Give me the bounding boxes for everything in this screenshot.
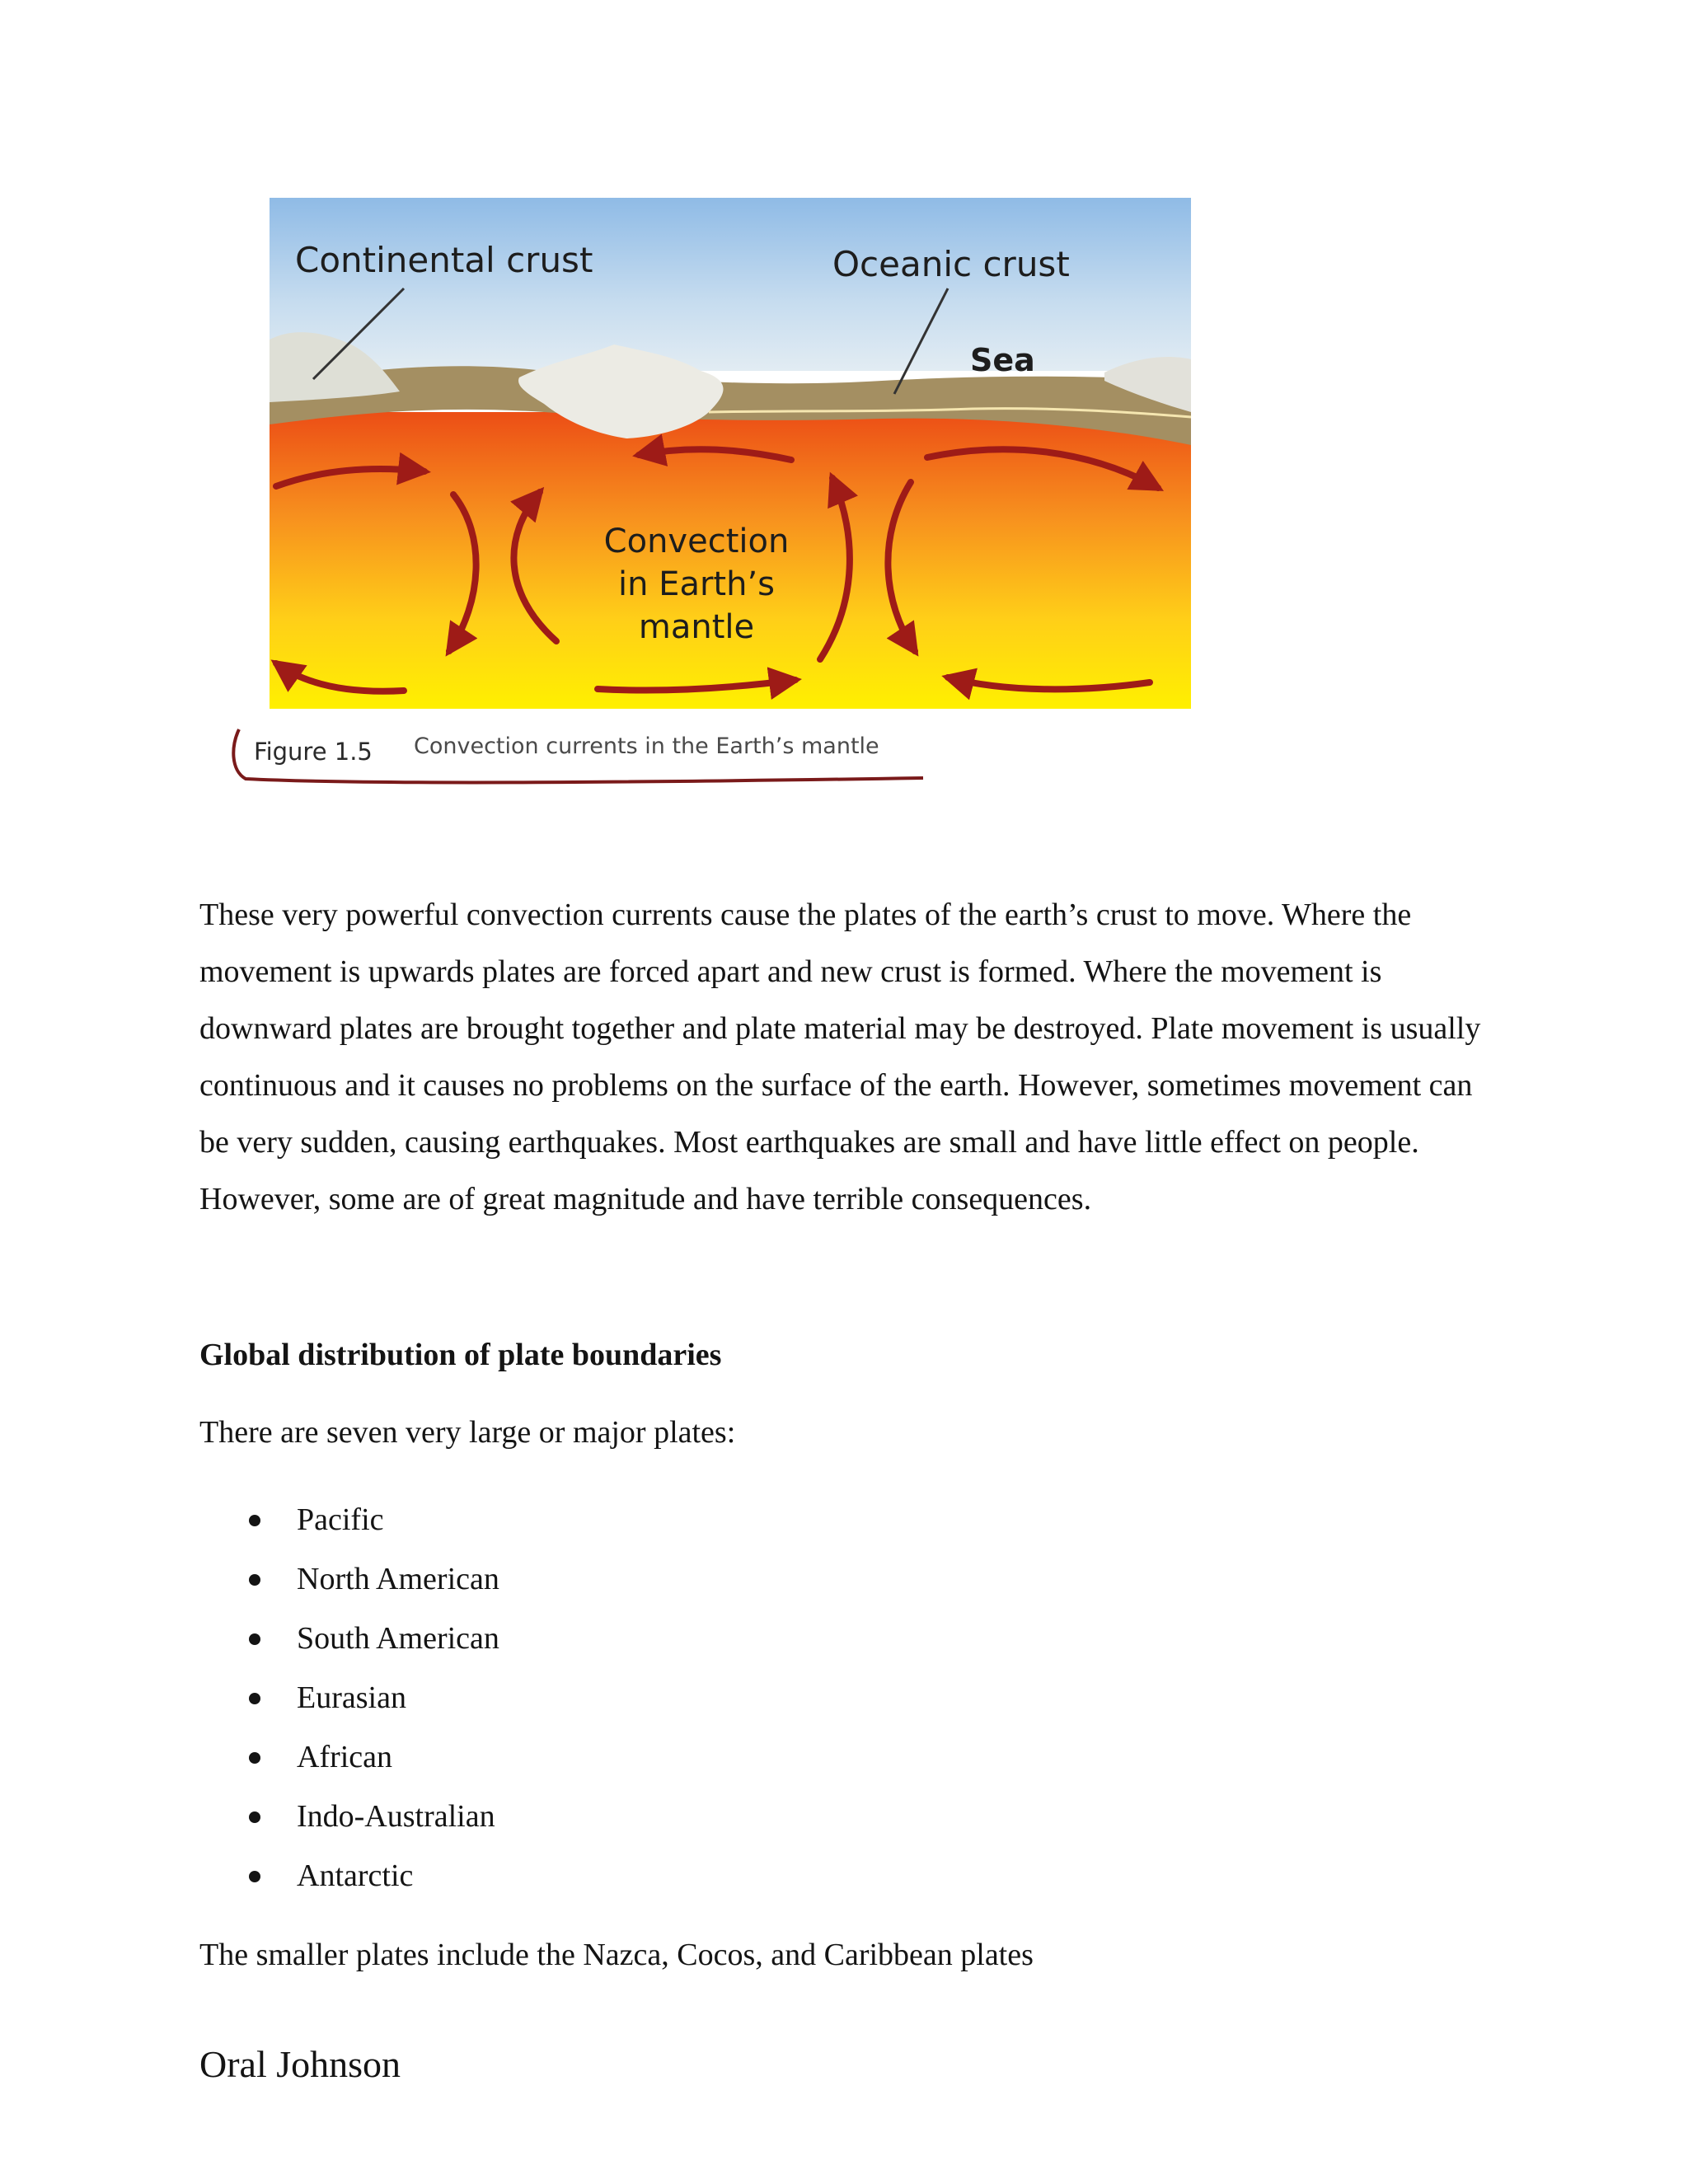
plate-name: South American bbox=[297, 1621, 499, 1656]
list-item bbox=[199, 1609, 499, 1668]
bullet-icon bbox=[249, 1693, 260, 1704]
convection-figure bbox=[198, 165, 1220, 791]
list-item bbox=[199, 1846, 499, 1905]
plate-name: North American bbox=[297, 1562, 499, 1596]
major-plates-list bbox=[199, 1490, 499, 1905]
body-paragraph: These very powerful convection currents cause the plates of the earth’s crust to move. Where the movement is upwards plates are forced apart and new crust is formed. Where the movement is downward plates are brought together and plate material may be destroyed. Plate movement is usually continuous and it causes no problems on the surface of the earth. However, sometimes movement can be very sudden, causing earthquakes. Most earthquakes are small and have little effect on people. However, some are of great magnitude and have terrible consequences. bbox=[199, 898, 1481, 1216]
label-continental-crust: Continental crust bbox=[295, 240, 593, 280]
label-convection-1: Convection bbox=[603, 523, 790, 560]
sky-band bbox=[270, 198, 1191, 371]
plate-name: Eurasian bbox=[297, 1680, 406, 1715]
label-oceanic-crust: Oceanic crust bbox=[832, 244, 1070, 284]
bullet-icon bbox=[249, 1811, 260, 1823]
plate-name: Pacific bbox=[297, 1502, 384, 1537]
convection-diagram bbox=[198, 165, 1220, 791]
list-item bbox=[199, 1668, 499, 1727]
mantle-block bbox=[270, 412, 1191, 709]
plate-name: Antarctic bbox=[297, 1858, 414, 1893]
list-item bbox=[199, 1727, 499, 1787]
figure-caption-text: Convection currents in the Earth’s mantle bbox=[414, 733, 879, 759]
figure-number: Figure 1.5 bbox=[254, 738, 373, 766]
bullet-icon bbox=[249, 1515, 260, 1526]
plates-intro: There are seven very large or major plates: bbox=[199, 1415, 736, 1450]
bullet-icon bbox=[249, 1633, 260, 1645]
smaller-plates-text: The smaller plates include the Nazca, Cocos, and Caribbean plates bbox=[199, 1938, 1034, 1972]
list-item bbox=[199, 1787, 499, 1846]
bullet-icon bbox=[249, 1871, 260, 1882]
author-name: Oral Johnson bbox=[199, 2043, 401, 2085]
section-heading: Global distribution of plate boundaries bbox=[199, 1338, 722, 1372]
list-item bbox=[199, 1490, 499, 1549]
label-convection-2: in Earth’s bbox=[618, 565, 775, 603]
plate-name: African bbox=[297, 1740, 393, 1774]
label-sea: Sea bbox=[970, 342, 1035, 378]
bullet-icon bbox=[249, 1752, 260, 1764]
list-item bbox=[199, 1549, 499, 1609]
bullet-icon bbox=[249, 1574, 260, 1586]
plate-name: Indo-Australian bbox=[297, 1799, 495, 1834]
label-convection-3: mantle bbox=[638, 608, 755, 646]
